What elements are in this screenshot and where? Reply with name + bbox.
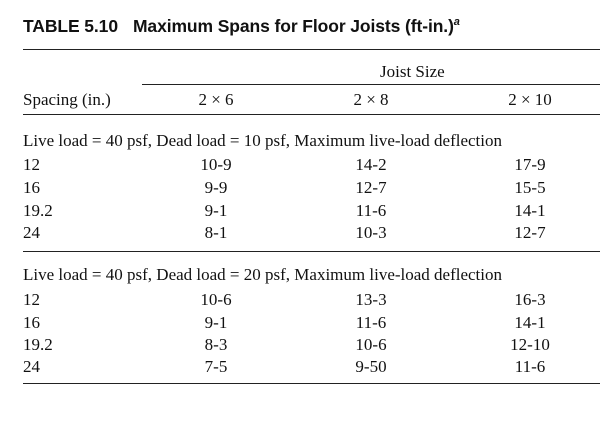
cell-spacing: 24: [23, 223, 40, 242]
cell-2x6: 10-9: [200, 155, 232, 174]
cell-2x6: 8-1: [204, 223, 228, 242]
cell-spacing: 12: [23, 290, 40, 309]
cell-spacing: 12: [23, 155, 40, 174]
cell-2x10: 16-3: [514, 290, 546, 309]
cell-2x8: 10-6: [355, 335, 387, 354]
cell-spacing: 19.2: [23, 335, 53, 354]
cell-2x6: 9-1: [204, 201, 228, 220]
cell-spacing: 24: [23, 357, 40, 376]
cell-2x6: 9-1: [204, 313, 228, 332]
section-rule: [23, 251, 600, 252]
cell-spacing: 16: [23, 313, 40, 332]
cell-2x10: 17-9: [514, 155, 546, 174]
cell-spacing: 16: [23, 178, 40, 197]
cell-2x6: 9-9: [204, 178, 228, 197]
cell-spacing: 19.2: [23, 201, 53, 220]
column-header-2x6: 2 × 6: [198, 90, 234, 109]
cell-2x8: 11-6: [355, 313, 387, 332]
cell-2x10: 11-6: [514, 357, 546, 376]
table-title: [23, 16, 460, 37]
header-rule: [23, 114, 600, 115]
cell-2x10: 12-10: [510, 335, 550, 354]
cell-2x8: 10-3: [355, 223, 387, 242]
column-header-2x10: 2 × 10: [508, 90, 552, 109]
top-rule: [23, 49, 600, 50]
cell-2x6: 10-6: [200, 290, 232, 309]
column-header-spacing: Spacing (in.): [23, 90, 111, 109]
cell-2x8: 14-2: [355, 155, 387, 174]
cell-2x10: 15-5: [514, 178, 546, 197]
section-heading: Live load = 40 psf, Dead load = 10 psf, Maximum live-load deflection: [23, 131, 503, 150]
cell-2x8: 12-7: [355, 178, 387, 197]
column-header-2x8: 2 × 8: [353, 90, 389, 109]
table-number: TABLE 5.10: [23, 16, 118, 36]
group-header-rule: [142, 84, 600, 85]
bottom-rule: [23, 383, 600, 384]
table-title-text: Maximum Spans for Floor Joists (ft-in.): [132, 16, 454, 36]
cell-2x8: 11-6: [355, 201, 387, 220]
cell-2x10: 14-1: [514, 201, 546, 220]
title-footnote-marker: a: [453, 16, 460, 28]
cell-2x10: 12-7: [514, 223, 546, 242]
cell-2x8: 9-50: [355, 357, 387, 376]
section-heading: Live load = 40 psf, Dead load = 20 psf, Maximum live-load deflection: [23, 265, 503, 284]
cell-2x10: 14-1: [514, 313, 546, 332]
cell-2x6: 8-3: [204, 335, 228, 354]
cell-2x8: 13-3: [355, 290, 387, 309]
cell-2x6: 7-5: [204, 357, 228, 376]
group-header-joist-size: Joist Size: [380, 62, 445, 81]
